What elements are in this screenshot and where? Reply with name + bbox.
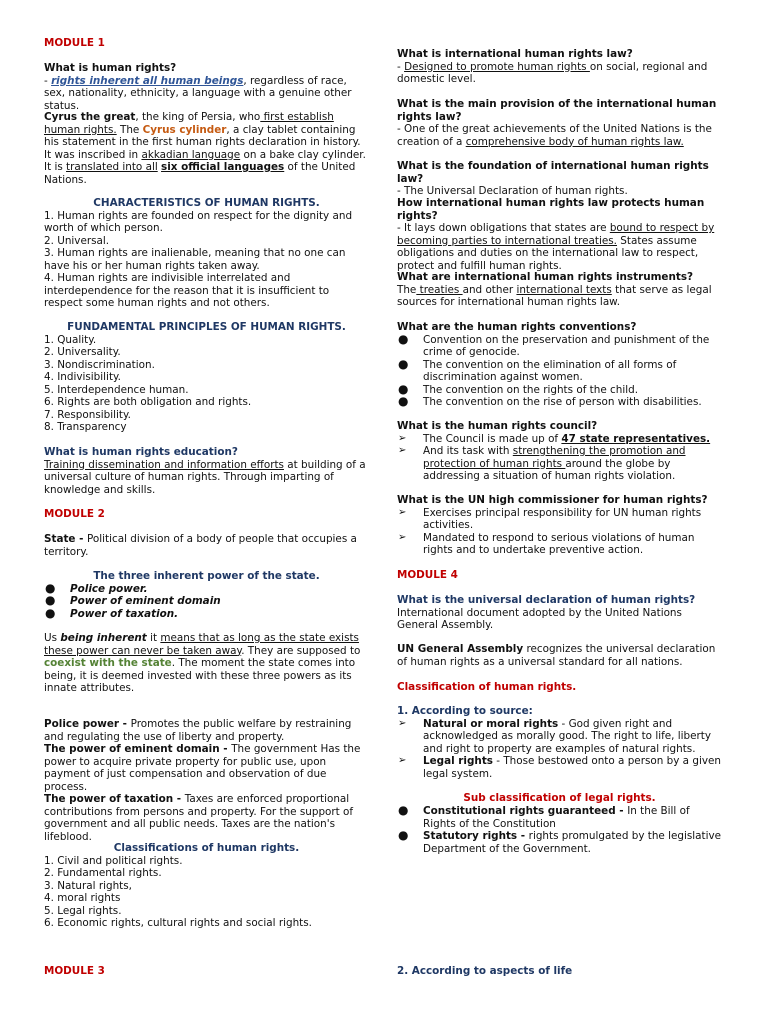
question: What is human rights? (44, 62, 177, 74)
bullet-icon: ● (398, 356, 409, 371)
council-list (397, 433, 722, 483)
bullet-icon: ● (398, 394, 409, 408)
list-item: 1. Civil and political rights. (44, 854, 183, 867)
fundamental-principles-section (44, 321, 369, 434)
question: What are international human rights instruments? (397, 271, 694, 283)
inherent-powers-section (44, 570, 369, 620)
list-item: 4. Indivisibility. (44, 371, 121, 383)
conventions-qa (397, 321, 722, 409)
foundation-qa: What is the foundation of international human rights law? - The Universal Declaration of human rights. (397, 160, 722, 198)
question: What is the universal declaration of human rights? (397, 594, 696, 606)
question: How international human rights law protects human rights? (397, 197, 705, 222)
udhr-qa: What is the universal declaration of human rights? International document adopted by the United Nations General Assembly. (397, 594, 722, 632)
list-item: ● Power of taxation. (45, 605, 179, 620)
question: What is international human rights law? (397, 48, 633, 60)
arrow-bullet-icon: ➢ (398, 755, 407, 766)
aspects-of-life-heading: 2. According to aspects of life (397, 965, 573, 977)
question: What is the foundation of international human rights law? (397, 160, 709, 185)
arrow-bullet-icon: ➢ (398, 717, 407, 729)
list-item: 3. Natural rights, (44, 879, 132, 892)
state-definition: State - Political division of a body of people that occupies a territory. (44, 533, 357, 558)
question: What is the human rights council? (397, 420, 598, 432)
unga-paragraph: UN General Assembly recognizes the universal declaration of human rights as a universal standard for all nations. (397, 643, 716, 668)
module-3-heading: MODULE 3 (44, 965, 105, 977)
list-item: ➢ Legal rights - Those bestowed onto a person by a given legal system. (398, 755, 721, 780)
cyrus-cylinder: Cyrus cylinder (142, 123, 227, 136)
legal-rights-list (397, 805, 722, 855)
list-item: ● The convention on the rights of the child. (398, 381, 638, 396)
list-item: 3. Human rights are inalienable, meaning that no one can have his or her human rights taken away. (44, 247, 346, 272)
answer: - rights inherent all human beings, regardless of race, sex, nationality, ethnicity, a language with a genuine other status. (44, 74, 352, 112)
high-commissioner-qa (397, 494, 722, 557)
instruments-qa: What are international human rights instruments? The treaties and other international texts that serve as legal sources for international human rights law. (397, 271, 722, 309)
list-item: 1. Human rights are founded on respect for the dignity and worth of which person. (44, 209, 353, 234)
module-4-heading: MODULE 4 (397, 569, 458, 581)
council-qa (397, 420, 722, 483)
bullet-icon: ● (398, 381, 409, 396)
arrow-bullet-icon: ➢ (398, 506, 407, 518)
list-item: 6. Economic rights, cultural rights and social rights. (44, 917, 312, 929)
list-item: 2. Fundamental rights. (44, 867, 162, 879)
powers-list (44, 580, 369, 621)
module-1-heading: MODULE 1 (44, 37, 105, 49)
cyrus-paragraph: Cyrus the great, the king of Persia, who first establish human rights. The Cyrus cylinder, a clay tablet containing his statement in the first human rights declaration in history. It was inscribed in akkadian language on a bake clay cylinder. It is translated into all six official languages of the United Nations. (44, 111, 366, 186)
list-item: ➢ Exercises principal responsibility for UN human rights activities. (398, 506, 702, 531)
eminent-domain: The power of eminent domain - The government Has the power to acquire private property for public use, upon payment of just compensation and observation of due process. (44, 743, 361, 793)
cyrus-name: Cyrus the great (44, 111, 136, 123)
section-heading: FUNDAMENTAL PRINCIPLES OF HUMAN RIGHTS. (67, 321, 346, 333)
classification-heading: Classification of human rights. (397, 681, 577, 693)
characteristics-section (44, 197, 369, 310)
main-provision-qa: What is the main provision of the international human rights law? - One of the great achievements of the United Nations is the creation of a comprehensive body of human rights law. (397, 98, 722, 148)
classifications-section (44, 842, 369, 930)
bullet-icon: ● (45, 593, 56, 607)
list-item: ● The convention on the elimination of all forms of discrimination against women. (398, 356, 677, 383)
list-item: 8. Transparency (44, 421, 127, 433)
according-to-source (397, 705, 722, 780)
source-list (397, 718, 722, 781)
list-item: 4. moral rights (44, 892, 121, 904)
list-item: 5. Interdependence human. (44, 383, 189, 396)
bullet-icon: ● (398, 803, 409, 817)
list-item: ● Statutory rights - rights promulgated by the legislative Department of the Government. (398, 828, 722, 855)
human-rights-education: What is human rights education? Training dissemination and information efforts at building of a universal culture of human rights. Through imparting of knowledge and skills. (44, 446, 369, 496)
list-item: ● Constitutional rights guaranteed - In the Bill of Rights of the Constitution (398, 803, 690, 830)
taxation: The power of taxation - Taxes are enforced proportional contributions from persons and property. For the support of government and all public needs. Taxes are the nation's lifeblood. (44, 793, 354, 843)
list-item: 3. Nondiscrimination. (44, 358, 155, 371)
commissioner-list (397, 507, 722, 557)
intl-law-qa: What is international human rights law? - Designed to promote human rights on social, regional and domestic level. (397, 48, 722, 86)
police-power: Police power - Promotes the public welfare by restraining and regulating the use of liberty and property. (44, 718, 352, 743)
list-item: 5. Legal rights. (44, 904, 122, 917)
module-2-heading: MODULE 2 (44, 508, 105, 520)
arrow-bullet-icon: ➢ (398, 445, 407, 456)
list-item: ● Convention on the preservation and punishment of the crime of genocide. (398, 331, 710, 358)
list-item: 2. Universal. (44, 234, 110, 247)
question: What is the UN high commissioner for human rights? (397, 494, 708, 506)
arrow-bullet-icon: ➢ (398, 531, 407, 543)
list-item: ➢ Mandated to respond to serious violations of human rights and to undertake preventive action. (398, 531, 695, 556)
list-item: ➢ Natural or moral rights - God given right and acknowledged as morally good. The right to life, liberty and right to property are examples of natural rights. (398, 717, 712, 755)
section-heading: Classifications of human rights. (113, 842, 300, 854)
powers-definitions (44, 718, 369, 843)
bullet-icon: ● (398, 828, 409, 842)
list-item: 7. Responsibility. (44, 408, 131, 421)
list-item: ➢ The Council is made up of 47 state representatives. (398, 432, 711, 445)
list-item: ● Power of eminent domain (45, 593, 221, 607)
section-heading: 1. According to source: (397, 705, 533, 717)
list-item: ● The convention on the rise of person with disabilities. (398, 394, 702, 408)
bullet-icon: ● (45, 605, 56, 620)
question: What is the main provision of the international human rights law? (397, 98, 717, 123)
list-item: ➢ And its task with strengthening the promotion and protection of human rights around the globe by addressing a situation of human rights violation. (398, 445, 686, 482)
sub-classification-heading: Sub classification of legal rights. (463, 792, 656, 804)
coexist-text: coexist with the state (44, 657, 172, 669)
list-item: 1. Quality. (44, 333, 97, 346)
question: What is human rights education? (44, 446, 238, 458)
bullet-icon: ● (398, 331, 409, 346)
list-item: 6. Rights are both obligation and rights. (44, 396, 252, 408)
section-heading: The three inherent power of the state. (93, 570, 320, 582)
arrow-bullet-icon: ➢ (398, 432, 407, 444)
list-item: 2. Universality. (44, 346, 121, 358)
bullet-icon: ● (45, 580, 56, 595)
conventions-list (397, 331, 722, 409)
section-heading: CHARACTERISTICS OF HUMAN RIGHTS. (93, 197, 320, 209)
list-item: ● Police power. (45, 580, 148, 595)
list-item: 4. Human rights are indivisible interrelated and interdependence for the reason that it is insufficient to respect some human rights and not others. (44, 272, 330, 309)
question: What are the human rights conventions? (397, 321, 637, 333)
definition-link: rights inherent all human beings (51, 74, 244, 87)
what-is-human-rights (44, 62, 369, 112)
protects-qa: How international human rights law protects human rights? - It lays down obligations that states are bound to respect by becoming parties to international treaties. States assume obligations and duties on the international law to respect, protect and fulfill human rights. (397, 197, 722, 272)
inherent-paragraph: Us being inherent it means that as long as the state exists these power can never be taken away. They are supposed to coexist with the state. The moment the state comes into being, it is deemed invested with these three powers as its innate attributes. (44, 632, 361, 694)
